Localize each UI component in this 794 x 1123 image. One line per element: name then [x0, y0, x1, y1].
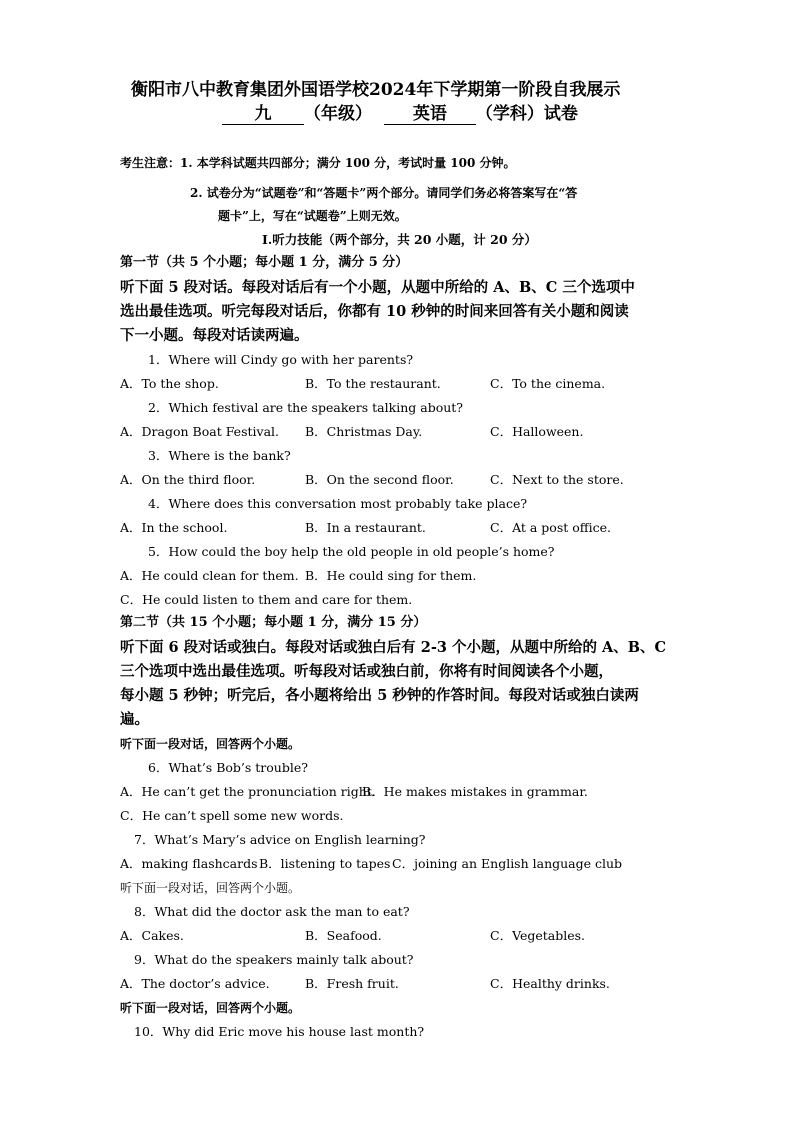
part1-heading: I.听力技能（两个部分，共 20 小题，计 20 分）	[262, 232, 537, 247]
question-5: 5．How could the boy help the old people in old people’s home?	[148, 544, 555, 559]
note-2b: 题卡”上，写在“试题卷”上则无效。	[218, 209, 407, 223]
q6-option-c: C．He can’t spell some new words.	[120, 808, 344, 823]
q7-option-a: A．making flashcards	[120, 856, 258, 871]
note-2a: 2. 试卷分为“试题卷”和“答题卡”两个部分。请同学们务必将答案写在“答	[190, 186, 578, 200]
q9-option-b: B．Fresh fruit.	[305, 976, 399, 991]
q8-option-a: A．Cakes.	[120, 928, 184, 943]
section1-instr-2: 选出最佳选项。听完每段对话后，你都有 10 秒钟的时间来回答有关小题和阅读	[120, 303, 629, 320]
exam-title: 衡阳市八中教育集团外国语学校2024年下学期第一阶段自我展示	[131, 80, 621, 100]
q4-option-b: B．In a restaurant.	[305, 520, 426, 535]
question-8: 8．What did the doctor ask the man to eat?	[134, 904, 410, 919]
q8-option-c: C．Vegetables.	[490, 928, 586, 943]
listen-instruction-3: 听下面一段对话，回答两个小题。	[120, 1001, 301, 1015]
q2-option-c: C．Halloween.	[490, 424, 584, 439]
subject-suffix: （学科）试卷	[475, 104, 578, 124]
section1-instr-3: 下一小题。每段对话读两遍。	[120, 327, 309, 344]
grade-suffix: （年级）	[304, 104, 372, 124]
note-1: 考生注意：1. 本学科试题共四部分；满分 100 分，考试时量 100 分钟。	[120, 156, 516, 170]
q9-option-c: C．Healthy drinks.	[490, 976, 610, 991]
question-9: 9．What do the speakers mainly talk about?	[134, 952, 414, 967]
grade-value: 九	[222, 104, 304, 125]
q3-option-a: A．On the third floor.	[120, 472, 256, 487]
q6-option-b: B．He makes mistakes in grammar.	[362, 784, 588, 799]
listen-instruction-1: 听下面一段对话，回答两个小题。	[120, 737, 301, 751]
q7-option-c: C．joining an English language club	[392, 856, 623, 871]
section2-heading: 第二节（共 15 个小题；每小题 1 分，满分 15 分）	[120, 615, 427, 630]
q5-option-b: B．He could sing for them.	[305, 568, 477, 583]
q5-option-a: A．He could clean for them.	[120, 568, 299, 583]
section2-instr-1: 听下面 6 段对话或独白。每段对话或独白后有 2-3 个小题，从题中所给的 A、B、C	[120, 639, 667, 656]
q3-option-b: B．On the second floor.	[305, 472, 454, 487]
q1-option-c: C．To the cinema.	[490, 376, 606, 391]
q4-option-c: C．At a post office.	[490, 520, 612, 535]
q7-option-b: B．listening to tapes	[259, 856, 391, 871]
q1-option-b: B．To the restaurant.	[305, 376, 441, 391]
q2-option-a: A．Dragon Boat Festival.	[120, 424, 279, 439]
question-2: 2．Which festival are the speakers talking about?	[148, 400, 463, 415]
section1-heading: 第一节（共 5 个小题；每小题 1 分，满分 5 分）	[120, 255, 409, 270]
grade-subject-line	[222, 103, 578, 125]
section2-instr-3: 每小题 5 秒钟；听完后，各小题将给出 5 秒钟的作答时间。每段对话或独白读两	[120, 687, 639, 704]
q2-option-b: B．Christmas Day.	[305, 424, 423, 439]
question-1: 1．Where will Cindy go with her parents?	[148, 352, 414, 367]
q8-option-b: B．Seafood.	[305, 928, 382, 943]
section2-instr-4: 遍。	[120, 711, 149, 728]
listen-instruction-2: 听下面一段对话，回答两个小题。	[120, 881, 301, 895]
q3-option-c: C．Next to the store.	[490, 472, 624, 487]
q5-option-c: C．He could listen to them and care for them.	[120, 592, 413, 607]
q6-option-a: A．He can’t get the pronunciation right.	[120, 784, 376, 799]
question-10: 10．Why did Eric move his house last month?	[134, 1024, 425, 1039]
section2-instr-2: 三个选项中选出最佳选项。听每段对话或独白前，你将有时间阅读各个小题，	[120, 663, 613, 680]
q9-option-a: A．The doctor’s advice.	[120, 976, 270, 991]
q4-option-a: A．In the school.	[120, 520, 228, 535]
question-4: 4．Where does this conversation most probably take place?	[148, 496, 528, 511]
question-6: 6．What’s Bob’s trouble?	[148, 760, 308, 775]
q1-option-a: A．To the shop.	[120, 376, 219, 391]
subject-value: 英语	[384, 104, 476, 125]
question-3: 3．Where is the bank?	[148, 448, 291, 463]
section1-instr-1: 听下面 5 段对话。每段对话后有一个小题，从题中所给的 A、B、C 三个选项中	[120, 279, 635, 296]
question-7: 7．What’s Mary’s advice on English learning?	[134, 832, 426, 847]
